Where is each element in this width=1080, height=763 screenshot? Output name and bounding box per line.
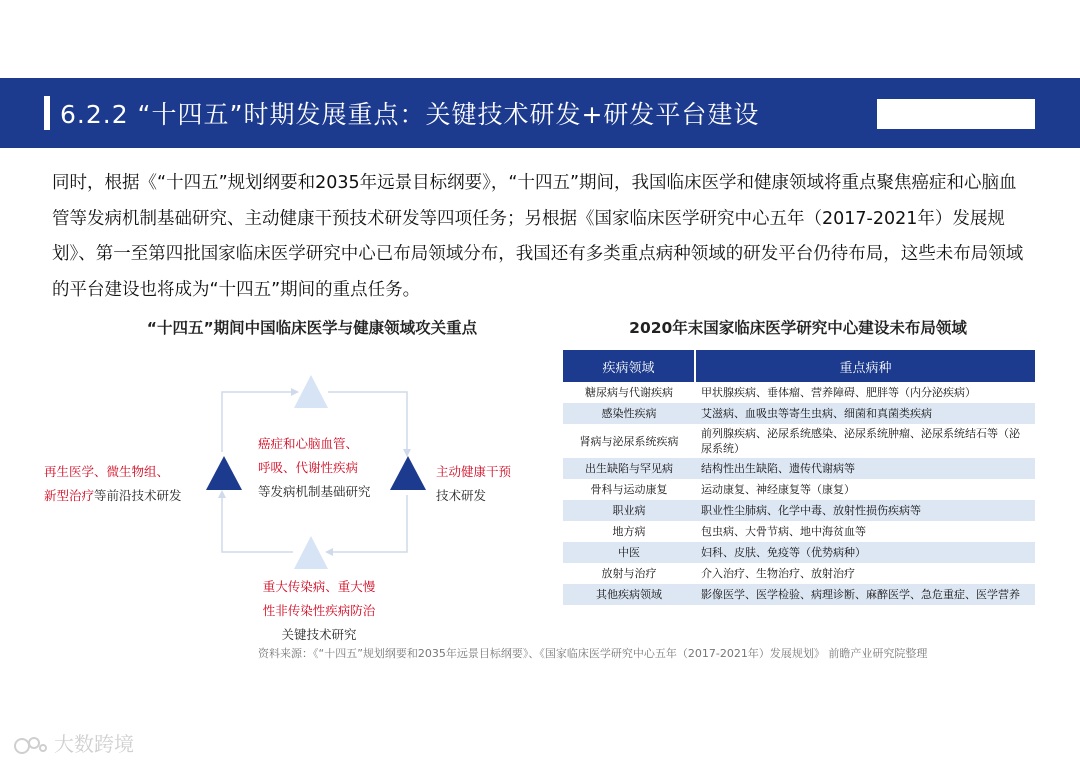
center-black-line: 等发病机制基础研究 <box>258 484 371 499</box>
watermark-text: 大数跨境 <box>54 732 134 756</box>
left-red-line2: 新型治疗 <box>44 488 95 503</box>
table-cell-domain: 骨科与运动康复 <box>563 479 695 500</box>
table-cell-diseases: 结构性出生缺陷、遗传代谢病等 <box>695 458 1035 479</box>
intro-paragraph: 同时，根据《“十四五”规划纲要和2035年远景目标纲要》，“十四五”期间，我国临床医学和健康领域将重点聚焦癌症和心脑血管等发病机制基础研究、主动健康干预技术研发等四项任务；另根据《国家临床医学研究中心五年（2017-2021年）发展规划》、第一至第四批国家临床医学研究中心已布局领域分布，我国还有多类重点病种领域的研发平台仍待布局，这些未布局领域的平台建设也将成为“十四五”期间的重点任务。 <box>52 173 1024 300</box>
table-row <box>563 584 1035 605</box>
table-cell-diseases: 运动康复、神经康复等（康复） <box>695 479 1035 500</box>
watermark <box>12 728 134 758</box>
left-red-line1: 再生医学、微生物组、 <box>44 464 170 479</box>
table-cell-domain: 出生缺陷与罕见病 <box>563 458 695 479</box>
right-table-title: 2020年末国家临床医学研究中心建设未布局领域 <box>629 319 967 337</box>
table-row <box>563 424 1035 458</box>
arrowhead-left <box>218 490 226 498</box>
table-cell-diseases: 妇科、皮肤、免疫等（优势病种） <box>695 542 1035 563</box>
table-row <box>563 458 1035 479</box>
center-node-text <box>258 432 371 504</box>
left-black-text: 等前沿技术研发 <box>94 488 182 503</box>
arrowhead-top-left <box>291 388 299 396</box>
table-cell-domain: 其他疾病领域 <box>563 584 695 605</box>
table-row <box>563 382 1035 403</box>
table-row <box>563 563 1035 584</box>
center-red-line1: 癌症和心脑血管、 <box>258 436 359 451</box>
bottom-red-line1: 重大传染病、重大慢 <box>262 579 376 594</box>
table-cell-diseases: 甲状腺疾病、垂体瘤、营养障碍、肥胖等（内分泌疾病） <box>695 382 1035 403</box>
bottom-red-line2: 性非传染性疾病防治 <box>262 603 376 618</box>
triangle-right <box>390 456 426 490</box>
center-red-line2: 呼吸、代谢性疾病 <box>258 460 359 475</box>
left-diagram-title: “十四五”期间中国临床医学与健康领域攻关重点 <box>146 319 478 337</box>
table-row <box>563 500 1035 521</box>
right-red-line: 主动健康干预 <box>436 464 512 479</box>
table-cell-diseases: 影像医学、医学检验、病理诊断、麻醉医学、急危重症、医学营养 <box>695 584 1035 605</box>
table-header-row <box>563 350 1035 382</box>
table-row <box>563 542 1035 563</box>
table-cell-domain: 糖尿病与代谢疾病 <box>563 382 695 403</box>
table-cell-diseases: 前列腺疾病、泌尿系统感染、泌尿系统肿瘤、泌尿系统结石等（泌尿系统） <box>695 424 1035 458</box>
table-cell-diseases: 介入治疗、生物治疗、放射治疗 <box>695 563 1035 584</box>
triangle-left <box>206 456 242 490</box>
table-cell-domain: 地方病 <box>563 521 695 542</box>
left-node-text <box>44 460 182 508</box>
table-cell-diseases: 职业性尘肺病、化学中毒、放射性损伤疾病等 <box>695 500 1035 521</box>
table-row <box>563 521 1035 542</box>
table-cell-domain: 职业病 <box>563 500 695 521</box>
right-black-line: 技术研发 <box>436 488 487 503</box>
triangle-top <box>294 375 328 408</box>
table-cell-domain: 放射与治疗 <box>563 563 695 584</box>
table-cell-diseases: 包虫病、大骨节病、地中海贫血等 <box>695 521 1035 542</box>
bottom-node-text <box>254 575 384 647</box>
table-cell-diseases: 艾滋病、血吸虫等寄生虫病、细菌和真菌类疾病 <box>695 403 1035 424</box>
table-row <box>563 479 1035 500</box>
table-header-domain: 疾病领域 <box>563 350 695 382</box>
table-header-diseases: 重点病种 <box>695 350 1035 382</box>
watermark-logo-icon <box>12 734 48 758</box>
table-cell-domain: 肾病与泌尿系统疾病 <box>563 424 695 458</box>
page-title: 6.2.2 “十四五”时期发展重点：关键技术研发+研发平台建设 <box>60 100 760 129</box>
right-node-text <box>436 460 511 508</box>
arrowhead-bottom-right <box>325 548 333 556</box>
table-cell-domain: 感染性疾病 <box>563 403 695 424</box>
bottom-black-line: 关键技术研究 <box>281 627 357 642</box>
source-note: 资料来源：《“十四五”规划纲要和2035年远景目标纲要》、《国家临床医学研究中心五年（2017-2021年）发展规划》 前瞻产业研究院整理 <box>258 647 928 660</box>
arrowhead-right <box>403 449 411 457</box>
table-cell-domain: 中医 <box>563 542 695 563</box>
unlaid-domains-table <box>563 350 1035 605</box>
table-row <box>563 403 1035 424</box>
triangle-bottom <box>294 536 328 569</box>
